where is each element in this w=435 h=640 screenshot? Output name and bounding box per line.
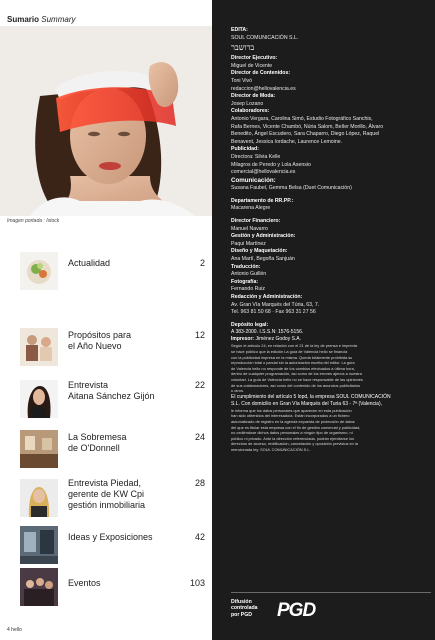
section-header (7, 15, 75, 24)
credits-list (231, 27, 431, 452)
manager-thumbnail (20, 479, 58, 517)
toc-title: Entrevista Piedad, gerente de KW Cpi gestión inmobiliaria (68, 478, 146, 510)
legal-notice-1: Según el artículo 24, en relación con el 21 de la ley de prensa e imprenta se hace público que la edición La guía de Valencia hello se financia con la publicidad impresa en la misma. Queda totalmente prohibida su reproducción total o parcial sin la autorización escrita del editor. La guía de Valencia hello no responde de los cambios efectuados a última hora, dentro de cualquier programación, así como de los errores ajenos a nuestra voluntad. La guía de Valencia hello no se hace responsable de las opiniones de sus colaboradores, así como del contenido de los anuncios publicitarios u otros. (231, 343, 363, 394)
event-thumbnail (20, 568, 58, 606)
credit-block-traduccion: Traducción: Antonio Guillén (231, 263, 267, 278)
credit-block-director-ejecutivo: Director Ejecutivo: Miguel de Vicente (231, 55, 278, 69)
credit-block-diseno: Diseño y Maquetación: Ana Martí, Begoña Sanjuán (231, 248, 295, 263)
credit-block-director-moda: Director de Moda: Josep Lozano (231, 93, 276, 107)
legal-deposito: Depósito legal: A 383-2000. I.S.S.N: 1576-5156. Impresor: Jiménez Godoy S.A. (231, 321, 304, 343)
pgd-logo-text: PGD (277, 600, 316, 619)
toc-title: Ideas y Exposiciones (68, 532, 153, 542)
pgd-caption: Difusión controlada por PGD (231, 599, 258, 618)
exhibition-thumbnail (20, 526, 58, 564)
restaurant-thumbnail (20, 430, 58, 468)
people-thumbnail (20, 328, 58, 366)
legal-notice-2: El cumplimiento del artículo 5 lopd, la empresa SOUL COMUNICACIÓN S.L. Con domicilio en Gran Vía Marqués del Turia 63 - 7ª (Valencia), le informa que los datos personales que aparecen en esta publicación han sido obtenidos del interesado/a. Están incorporados a un fichero automatizado de registro en la agenda expuesta de protección de datos del que es titular esta empresa con el fin de gestión comercial y publicidad, no cediéndose dichos datos personales a ningún tipo de organismo, ni público ni privado. Ante la dirección referenciada, podrán ejercitarse los derechos de acceso, rectificación, cancelación y oposición previstos en la mencionada ley. SOUL COMUNICACIÓN S.L. (231, 393, 391, 452)
page-folio: 4 hello (7, 627, 22, 633)
credit-block-redaccion: Redacción y Administración: Av. Gran Vía Marqués del Túria, 63, 7. Tel. 963 81 50 68 · Fax 963 31 27 56 (231, 294, 320, 316)
toc-page-number: 103 (189, 578, 205, 588)
toc-page-number: 28 (194, 478, 205, 488)
contents-column (0, 0, 212, 640)
edita-heading: EDITA: (231, 27, 248, 33)
toc-page-number: 24 (194, 432, 205, 442)
toc-title: Propósitos para el Año Nuevo (68, 330, 132, 351)
credit-block-rrpp: Departamento de RR.PP.: Macarena Alegre (231, 197, 294, 212)
toc-page-number: 42 (194, 532, 205, 542)
toc-title: Actualidad (68, 258, 111, 268)
credit-block-director-contenidos: Director de Contenidos: Toni Vivó redaccion@hellovalencia.es (231, 70, 296, 92)
cover-portrait-illustration (0, 26, 212, 216)
publisher-logo: ברושבר (231, 43, 255, 53)
actress-thumbnail (20, 380, 58, 418)
toc-page-number: 22 (194, 380, 205, 390)
edita-line: SOUL COMUNICACIÓN S.L. (231, 34, 299, 41)
credits-panel (212, 0, 435, 640)
header-italic: Summary (41, 15, 76, 24)
credit-block-comunicacion: Comunicación: Susana Faubel, Gemma Belsa (Duet Comunicación) (231, 176, 352, 192)
cover-image (0, 26, 212, 216)
credit-block-publicidad: Publicidad: Directora: Silvia Kelle Milagros de Peredo y Lola Asensio comercial@hellovalencia.es (231, 146, 311, 176)
pgd-logo (277, 599, 347, 619)
credit-block-fotografia: Fotografía: Fernando Ruiz (231, 278, 266, 293)
pgd-footer (231, 592, 431, 626)
credit-block-gestion: Gestión y Administración: Paqui Martínez (231, 233, 296, 247)
cover-caption: Imagen portada : Istock (7, 218, 60, 224)
header-bold: Sumario (7, 15, 40, 24)
credit-block-colaboradores: Colaboradores: Antonio Vergara, Carolina Simó, Estudio Fotográfico Sanchis, Rafa Bernes, Vicente Chambó, Núria Salom, Beíler Morillo, Álvaro Benedito, Ángel Escudero, Sara Chaparro, Diego López, Raquel Benavent, Jessica Iordache, Laurence Lemoine. (231, 108, 384, 145)
toc-title: La Sobremesa de O'Donnell (68, 432, 127, 453)
toc-title: Eventos (68, 578, 101, 588)
food-thumbnail (20, 252, 58, 290)
credit-block-director-financiero: Director Financiero: Manuel Navarro (231, 218, 281, 232)
toc-page-number: 2 (199, 258, 205, 268)
toc-title: Entrevista Aitana Sánchez Gijón (68, 380, 155, 401)
toc-page-number: 12 (194, 330, 205, 340)
